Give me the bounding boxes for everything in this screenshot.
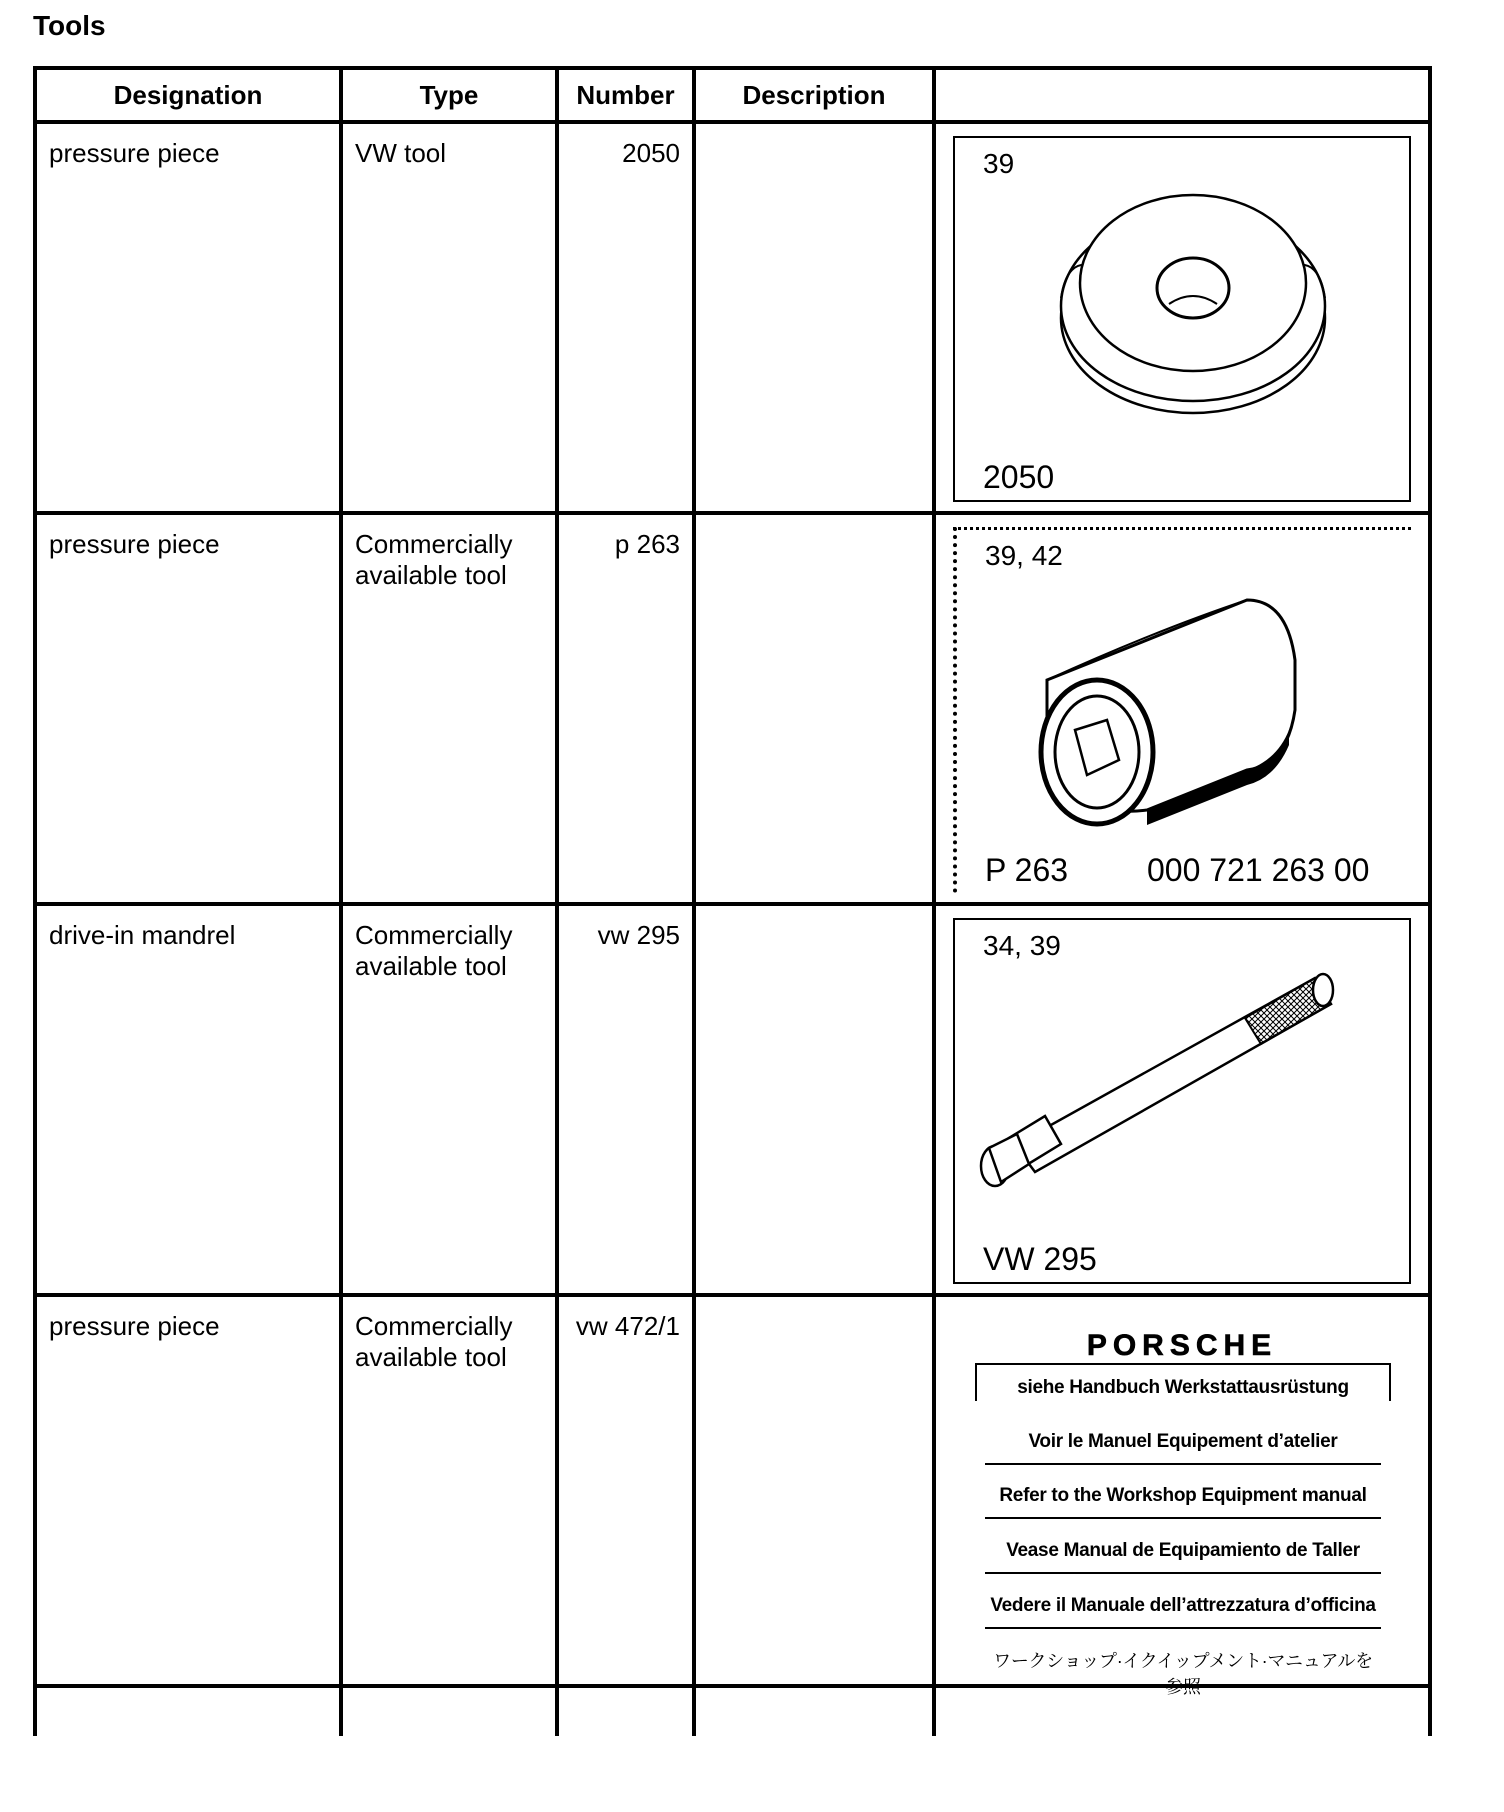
page-title: Tools bbox=[33, 10, 106, 41]
table-row bbox=[35, 122, 1430, 513]
reference-numbers: 39 bbox=[983, 148, 1015, 179]
notice-divider bbox=[985, 1463, 1381, 1465]
type-cell bbox=[343, 906, 555, 982]
tool-illustration-frame bbox=[953, 527, 1411, 893]
table-row bbox=[35, 904, 1430, 1295]
tool-illustration-frame bbox=[953, 136, 1411, 502]
part-label: P 263 bbox=[985, 852, 1069, 888]
porsche-workshop-notice bbox=[953, 1309, 1411, 1697]
type-cell bbox=[343, 1297, 555, 1373]
type-line: Commercially bbox=[355, 529, 513, 559]
table-row bbox=[35, 513, 1430, 904]
designation-cell: pressure piece bbox=[49, 529, 220, 559]
pressure-piece-disc-illustration bbox=[955, 138, 1413, 504]
reference-numbers: 39, 42 bbox=[985, 540, 1063, 571]
header-image bbox=[934, 68, 1430, 122]
designation-cell: pressure piece bbox=[49, 138, 220, 168]
description-cell bbox=[696, 906, 932, 920]
notice-bracket-right bbox=[1389, 1363, 1391, 1401]
pressure-piece-sleeve-illustration bbox=[957, 530, 1415, 896]
notice-divider bbox=[985, 1572, 1381, 1574]
porsche-logo bbox=[953, 1323, 1411, 1363]
type-line: Commercially bbox=[355, 920, 513, 950]
number-cell: vw 472/1 bbox=[575, 1311, 680, 1341]
header-description: Description bbox=[694, 68, 934, 122]
drive-in-mandrel-illustration bbox=[955, 920, 1413, 1286]
notice-line: Vedere il Manuale dell’attrezzatura d’officina bbox=[990, 1595, 1376, 1616]
designation-cell: pressure piece bbox=[49, 1311, 220, 1341]
part-label: 2050 bbox=[983, 459, 1055, 495]
header-designation: Designation bbox=[35, 68, 341, 122]
notice-line: Vease Manual de Equipamiento de Taller bbox=[1006, 1540, 1360, 1561]
type-line: VW tool bbox=[355, 138, 447, 168]
description-cell bbox=[696, 1297, 932, 1311]
reference-numbers: 34, 39 bbox=[983, 930, 1061, 961]
notice-divider bbox=[985, 1627, 1381, 1629]
notice-line: ワークショップ·イクイップメント·マニュアルを参照 bbox=[993, 1651, 1373, 1697]
table-header-row bbox=[35, 68, 1430, 122]
header-type: Type bbox=[341, 68, 557, 122]
tool-illustration-frame bbox=[953, 918, 1411, 1284]
type-line: available tool bbox=[355, 560, 507, 590]
designation-cell: drive-in mandrel bbox=[49, 920, 236, 950]
svg-text:PORSCHE: PORSCHE bbox=[1086, 1329, 1278, 1362]
number-cell: p 263 bbox=[614, 529, 680, 559]
type-cell bbox=[343, 124, 555, 169]
part-number-label: 000 721 263 00 bbox=[1147, 852, 1370, 888]
notice-line: Refer to the Workshop Equipment manual bbox=[999, 1485, 1367, 1506]
notice-bracket-top bbox=[975, 1363, 1391, 1365]
notice-line: Voir le Manuel Equipement d’atelier bbox=[1028, 1431, 1338, 1452]
notice-line: siehe Handbuch Werkstattausrüstung bbox=[1017, 1377, 1349, 1398]
description-cell bbox=[696, 124, 932, 138]
number-cell: vw 295 bbox=[597, 920, 680, 950]
type-line: available tool bbox=[355, 1342, 507, 1372]
notice-divider bbox=[985, 1517, 1381, 1519]
table-row bbox=[35, 1295, 1430, 1686]
type-line: Commercially bbox=[355, 1311, 513, 1341]
header-number: Number bbox=[557, 68, 694, 122]
notice-bracket-left bbox=[975, 1363, 977, 1401]
type-cell bbox=[343, 515, 555, 591]
part-label: VW 295 bbox=[983, 1241, 1097, 1277]
type-line: available tool bbox=[355, 951, 507, 981]
number-cell: 2050 bbox=[622, 138, 680, 168]
description-cell bbox=[696, 515, 932, 529]
tools-table bbox=[33, 66, 1432, 1736]
